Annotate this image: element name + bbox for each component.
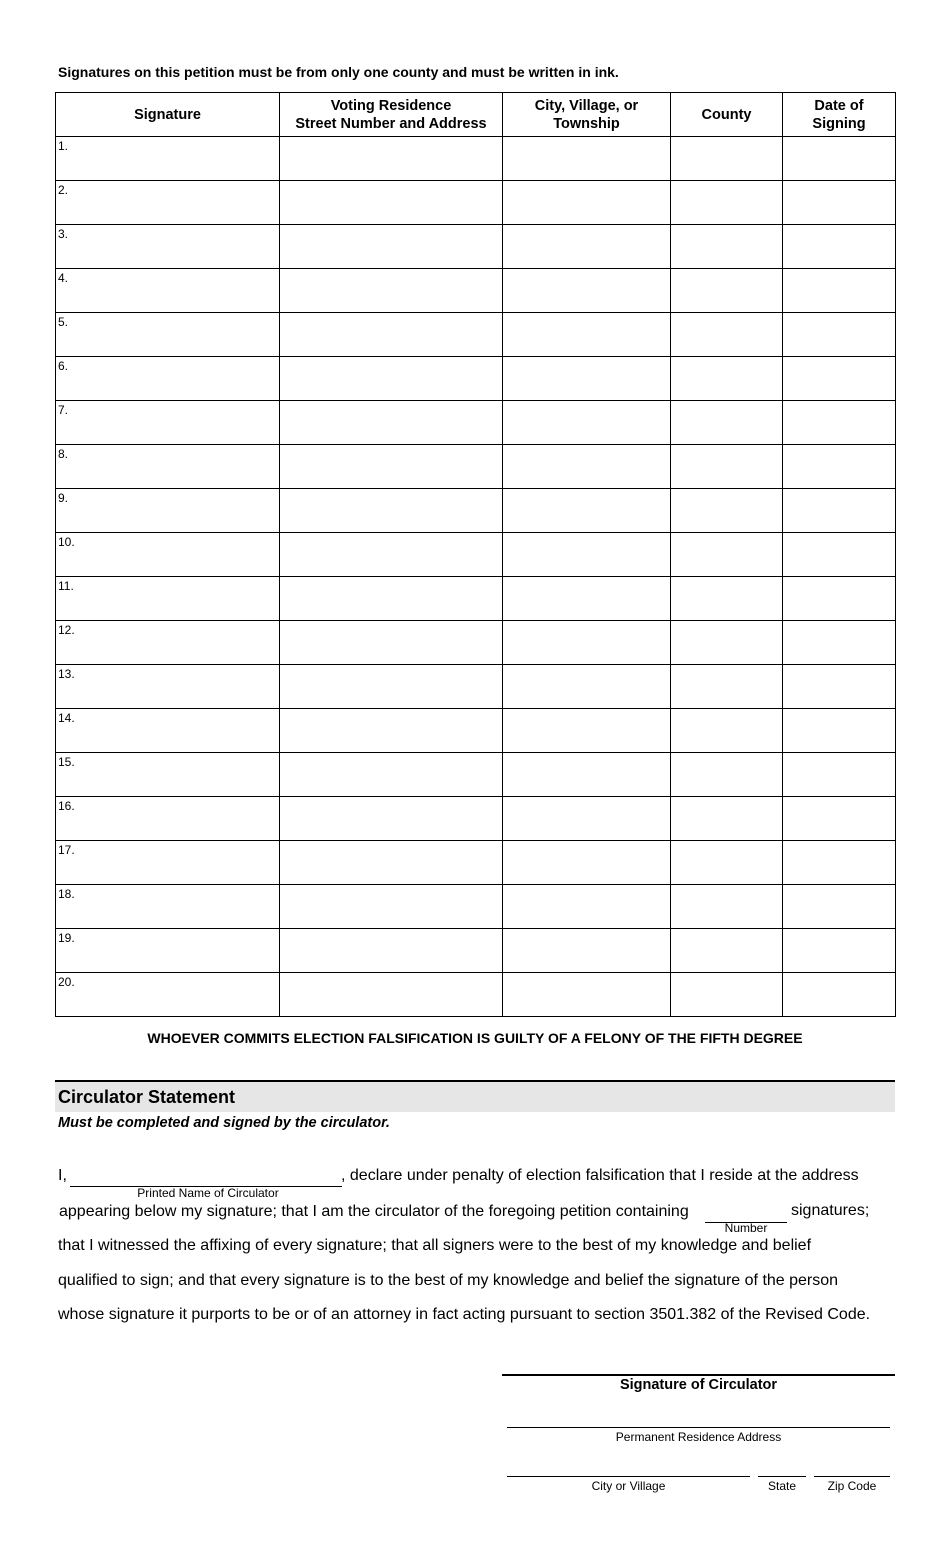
city-village-township-cell[interactable]: [503, 401, 671, 445]
county-cell[interactable]: [671, 885, 783, 929]
signature-cell[interactable]: [56, 269, 280, 313]
signature-cell[interactable]: [56, 621, 280, 665]
city-village-township-cell[interactable]: [503, 533, 671, 577]
signature-table: [55, 92, 896, 1017]
statement-line5: whose signature it purports to be or of an attorney in fact acting pursuant to section 3501.382 of the Revised Code.: [58, 1306, 871, 1323]
row-number: 10.: [58, 535, 75, 549]
date-of-signing-cell[interactable]: [783, 445, 896, 489]
city-village-township-cell[interactable]: [503, 753, 671, 797]
signature-cell[interactable]: [56, 181, 280, 225]
row-number: 7.: [58, 403, 69, 417]
voting-residence-cell[interactable]: [280, 269, 503, 313]
date-of-signing-cell[interactable]: [783, 577, 896, 621]
zip-code-field[interactable]: [814, 1476, 890, 1477]
county-cell[interactable]: [671, 577, 783, 621]
statement-line3: that I witnessed the affixing of every signature; that all signers were to the best of my knowledge and belief: [58, 1237, 812, 1254]
voting-residence-cell[interactable]: [280, 401, 503, 445]
city-village-township-cell[interactable]: [503, 665, 671, 709]
county-cell[interactable]: [671, 665, 783, 709]
voting-residence-cell[interactable]: [280, 313, 503, 357]
header-city-village-township: City, Village, or Township: [503, 93, 671, 137]
date-of-signing-cell[interactable]: [783, 973, 896, 1017]
row-number: 20.: [58, 975, 75, 989]
table-row: [56, 489, 896, 533]
county-cell[interactable]: [671, 137, 783, 181]
circulator-statement-header: [55, 1080, 895, 1112]
date-of-signing-cell[interactable]: [783, 489, 896, 533]
signature-cell[interactable]: [56, 445, 280, 489]
signature-cell[interactable]: [56, 929, 280, 973]
date-of-signing-cell[interactable]: [783, 401, 896, 445]
table-row: [56, 929, 896, 973]
county-cell[interactable]: [671, 225, 783, 269]
table-row: [56, 621, 896, 665]
voting-residence-cell[interactable]: [280, 445, 503, 489]
voting-residence-cell[interactable]: [280, 929, 503, 973]
circulator-instruction: Must be completed and signed by the circulator.: [58, 1115, 390, 1131]
row-number: 19.: [58, 931, 75, 945]
city-village-township-cell[interactable]: [503, 709, 671, 753]
date-of-signing-cell[interactable]: [783, 621, 896, 665]
header-county: County: [671, 93, 783, 137]
county-cell[interactable]: [671, 489, 783, 533]
date-of-signing-cell[interactable]: [783, 753, 896, 797]
date-of-signing-cell[interactable]: [783, 269, 896, 313]
voting-residence-cell[interactable]: [280, 357, 503, 401]
city-village-township-cell[interactable]: [503, 577, 671, 621]
row-number: 18.: [58, 887, 75, 901]
row-number: 11.: [58, 579, 74, 593]
county-cell[interactable]: [671, 973, 783, 1017]
header-date-of-signing: Date of Signing: [783, 93, 896, 137]
signature-cell[interactable]: [56, 533, 280, 577]
table-row: [56, 313, 896, 357]
circulator-signature-field[interactable]: [502, 1374, 895, 1376]
voting-residence-cell[interactable]: [280, 225, 503, 269]
signature-cell[interactable]: [56, 577, 280, 621]
county-cell[interactable]: [671, 445, 783, 489]
number-caption: Number: [724, 1221, 768, 1235]
voting-residence-cell[interactable]: [280, 885, 503, 929]
row-number: 3.: [58, 227, 69, 241]
ink-notice: Signatures on this petition must be from only one county and must be written in ink.: [58, 64, 619, 80]
printed-name-caption: Printed Name of Circulator: [137, 1186, 279, 1200]
voting-residence-cell[interactable]: [280, 709, 503, 753]
signature-cell[interactable]: [56, 973, 280, 1017]
city-village-township-cell[interactable]: [503, 225, 671, 269]
date-of-signing-cell[interactable]: [783, 885, 896, 929]
voting-residence-cell[interactable]: [280, 137, 503, 181]
signature-cell[interactable]: [56, 885, 280, 929]
table-row: [56, 973, 896, 1017]
row-number: 16.: [58, 799, 75, 813]
table-row: [56, 841, 896, 885]
signature-cell[interactable]: [56, 313, 280, 357]
signature-cell[interactable]: [56, 137, 280, 181]
row-number: 5.: [58, 315, 69, 329]
date-of-signing-cell[interactable]: [783, 533, 896, 577]
circulator-statement-title: Circulator Statement: [58, 1087, 236, 1107]
row-number: 8.: [58, 447, 69, 461]
city-village-township-cell[interactable]: [503, 929, 671, 973]
city-village-field[interactable]: [507, 1476, 750, 1477]
row-number: 13.: [58, 667, 75, 681]
table-row: [56, 885, 896, 929]
date-of-signing-cell[interactable]: [783, 665, 896, 709]
header-voting-residence: Voting Residence Street Number and Address: [280, 93, 503, 137]
row-number: 12.: [58, 623, 75, 637]
county-cell[interactable]: [671, 313, 783, 357]
county-cell[interactable]: [671, 401, 783, 445]
county-cell[interactable]: [671, 709, 783, 753]
county-cell[interactable]: [671, 621, 783, 665]
table-row: [56, 753, 896, 797]
table-header-row: [56, 93, 896, 137]
table-row: [56, 797, 896, 841]
city-village-township-cell[interactable]: [503, 885, 671, 929]
voting-residence-cell[interactable]: [280, 489, 503, 533]
voting-residence-cell[interactable]: [280, 577, 503, 621]
row-number: 1.: [58, 139, 69, 153]
residence-address-field[interactable]: [507, 1427, 890, 1428]
city-village-township-cell[interactable]: [503, 137, 671, 181]
signature-cell[interactable]: [56, 665, 280, 709]
statement-line2-end: signatures;: [791, 1202, 870, 1219]
date-of-signing-cell[interactable]: [783, 137, 896, 181]
signature-cell[interactable]: [56, 797, 280, 841]
city-village-caption: City or Village: [591, 1479, 666, 1493]
table-row: [56, 533, 896, 577]
voting-residence-cell[interactable]: [280, 665, 503, 709]
statement-line2-start: appearing below my signature; that I am the circulator of the foregoing petition containing: [59, 1203, 689, 1220]
statement-line1-end: , declare under penalty of election falsification that I reside at the address: [341, 1167, 859, 1184]
table-row: [56, 577, 896, 621]
voting-residence-cell[interactable]: [280, 841, 503, 885]
county-cell[interactable]: [671, 357, 783, 401]
zip-code-caption: Zip Code: [827, 1479, 877, 1493]
date-of-signing-cell[interactable]: [783, 313, 896, 357]
statement-line4: qualified to sign; and that every signature is to the best of my knowledge and belief the signature of the person: [58, 1272, 839, 1289]
signature-cell[interactable]: [56, 401, 280, 445]
table-row: [56, 665, 896, 709]
date-of-signing-cell[interactable]: [783, 929, 896, 973]
county-cell[interactable]: [671, 841, 783, 885]
city-village-township-cell[interactable]: [503, 621, 671, 665]
city-village-township-cell[interactable]: [503, 797, 671, 841]
date-of-signing-cell[interactable]: [783, 181, 896, 225]
residence-address-caption: Permanent Residence Address: [615, 1430, 782, 1444]
signature-cell[interactable]: [56, 489, 280, 533]
voting-residence-cell[interactable]: [280, 973, 503, 1017]
county-cell[interactable]: [671, 269, 783, 313]
county-cell[interactable]: [671, 797, 783, 841]
date-of-signing-cell[interactable]: [783, 357, 896, 401]
voting-residence-cell[interactable]: [280, 181, 503, 225]
signature-of-circulator-label: Signature of Circulator: [619, 1377, 778, 1393]
date-of-signing-cell[interactable]: [783, 709, 896, 753]
date-of-signing-cell[interactable]: [783, 841, 896, 885]
city-village-township-cell[interactable]: [503, 489, 671, 533]
row-number: 17.: [58, 843, 75, 857]
date-of-signing-cell[interactable]: [783, 225, 896, 269]
city-village-township-cell[interactable]: [503, 269, 671, 313]
voting-residence-cell[interactable]: [280, 533, 503, 577]
city-village-township-cell[interactable]: [503, 973, 671, 1017]
header-signature: Signature: [56, 93, 280, 137]
city-village-township-cell[interactable]: [503, 357, 671, 401]
county-cell[interactable]: [671, 929, 783, 973]
row-number: 9.: [58, 491, 69, 505]
city-village-township-cell[interactable]: [503, 313, 671, 357]
statement-line1-start: I,: [58, 1167, 67, 1184]
county-cell[interactable]: [671, 753, 783, 797]
county-cell[interactable]: [671, 181, 783, 225]
date-of-signing-cell[interactable]: [783, 797, 896, 841]
signature-cell[interactable]: [56, 753, 280, 797]
table-row: [56, 269, 896, 313]
voting-residence-cell[interactable]: [280, 797, 503, 841]
city-village-township-cell[interactable]: [503, 445, 671, 489]
table-row: [56, 357, 896, 401]
table-row: [56, 401, 896, 445]
signature-cell[interactable]: [56, 841, 280, 885]
row-number: 14.: [58, 711, 75, 725]
state-field[interactable]: [758, 1476, 806, 1477]
table-row: [56, 445, 896, 489]
county-cell[interactable]: [671, 533, 783, 577]
row-number: 6.: [58, 359, 69, 373]
voting-residence-cell[interactable]: [280, 753, 503, 797]
row-number: 2.: [58, 183, 69, 197]
city-village-township-cell[interactable]: [503, 841, 671, 885]
signature-cell[interactable]: [56, 357, 280, 401]
table-row: [56, 137, 896, 181]
city-village-township-cell[interactable]: [503, 181, 671, 225]
voting-residence-cell[interactable]: [280, 621, 503, 665]
state-caption: State: [767, 1479, 797, 1493]
signature-cell[interactable]: [56, 225, 280, 269]
table-row: [56, 709, 896, 753]
felony-warning: WHOEVER COMMITS ELECTION FALSIFICATION IS GUILTY OF A FELONY OF THE FIFTH DEGREE: [147, 1030, 803, 1046]
row-number: 4.: [58, 271, 69, 285]
row-number: 15.: [58, 755, 75, 769]
table-row: [56, 225, 896, 269]
table-row: [56, 181, 896, 225]
signature-cell[interactable]: [56, 709, 280, 753]
